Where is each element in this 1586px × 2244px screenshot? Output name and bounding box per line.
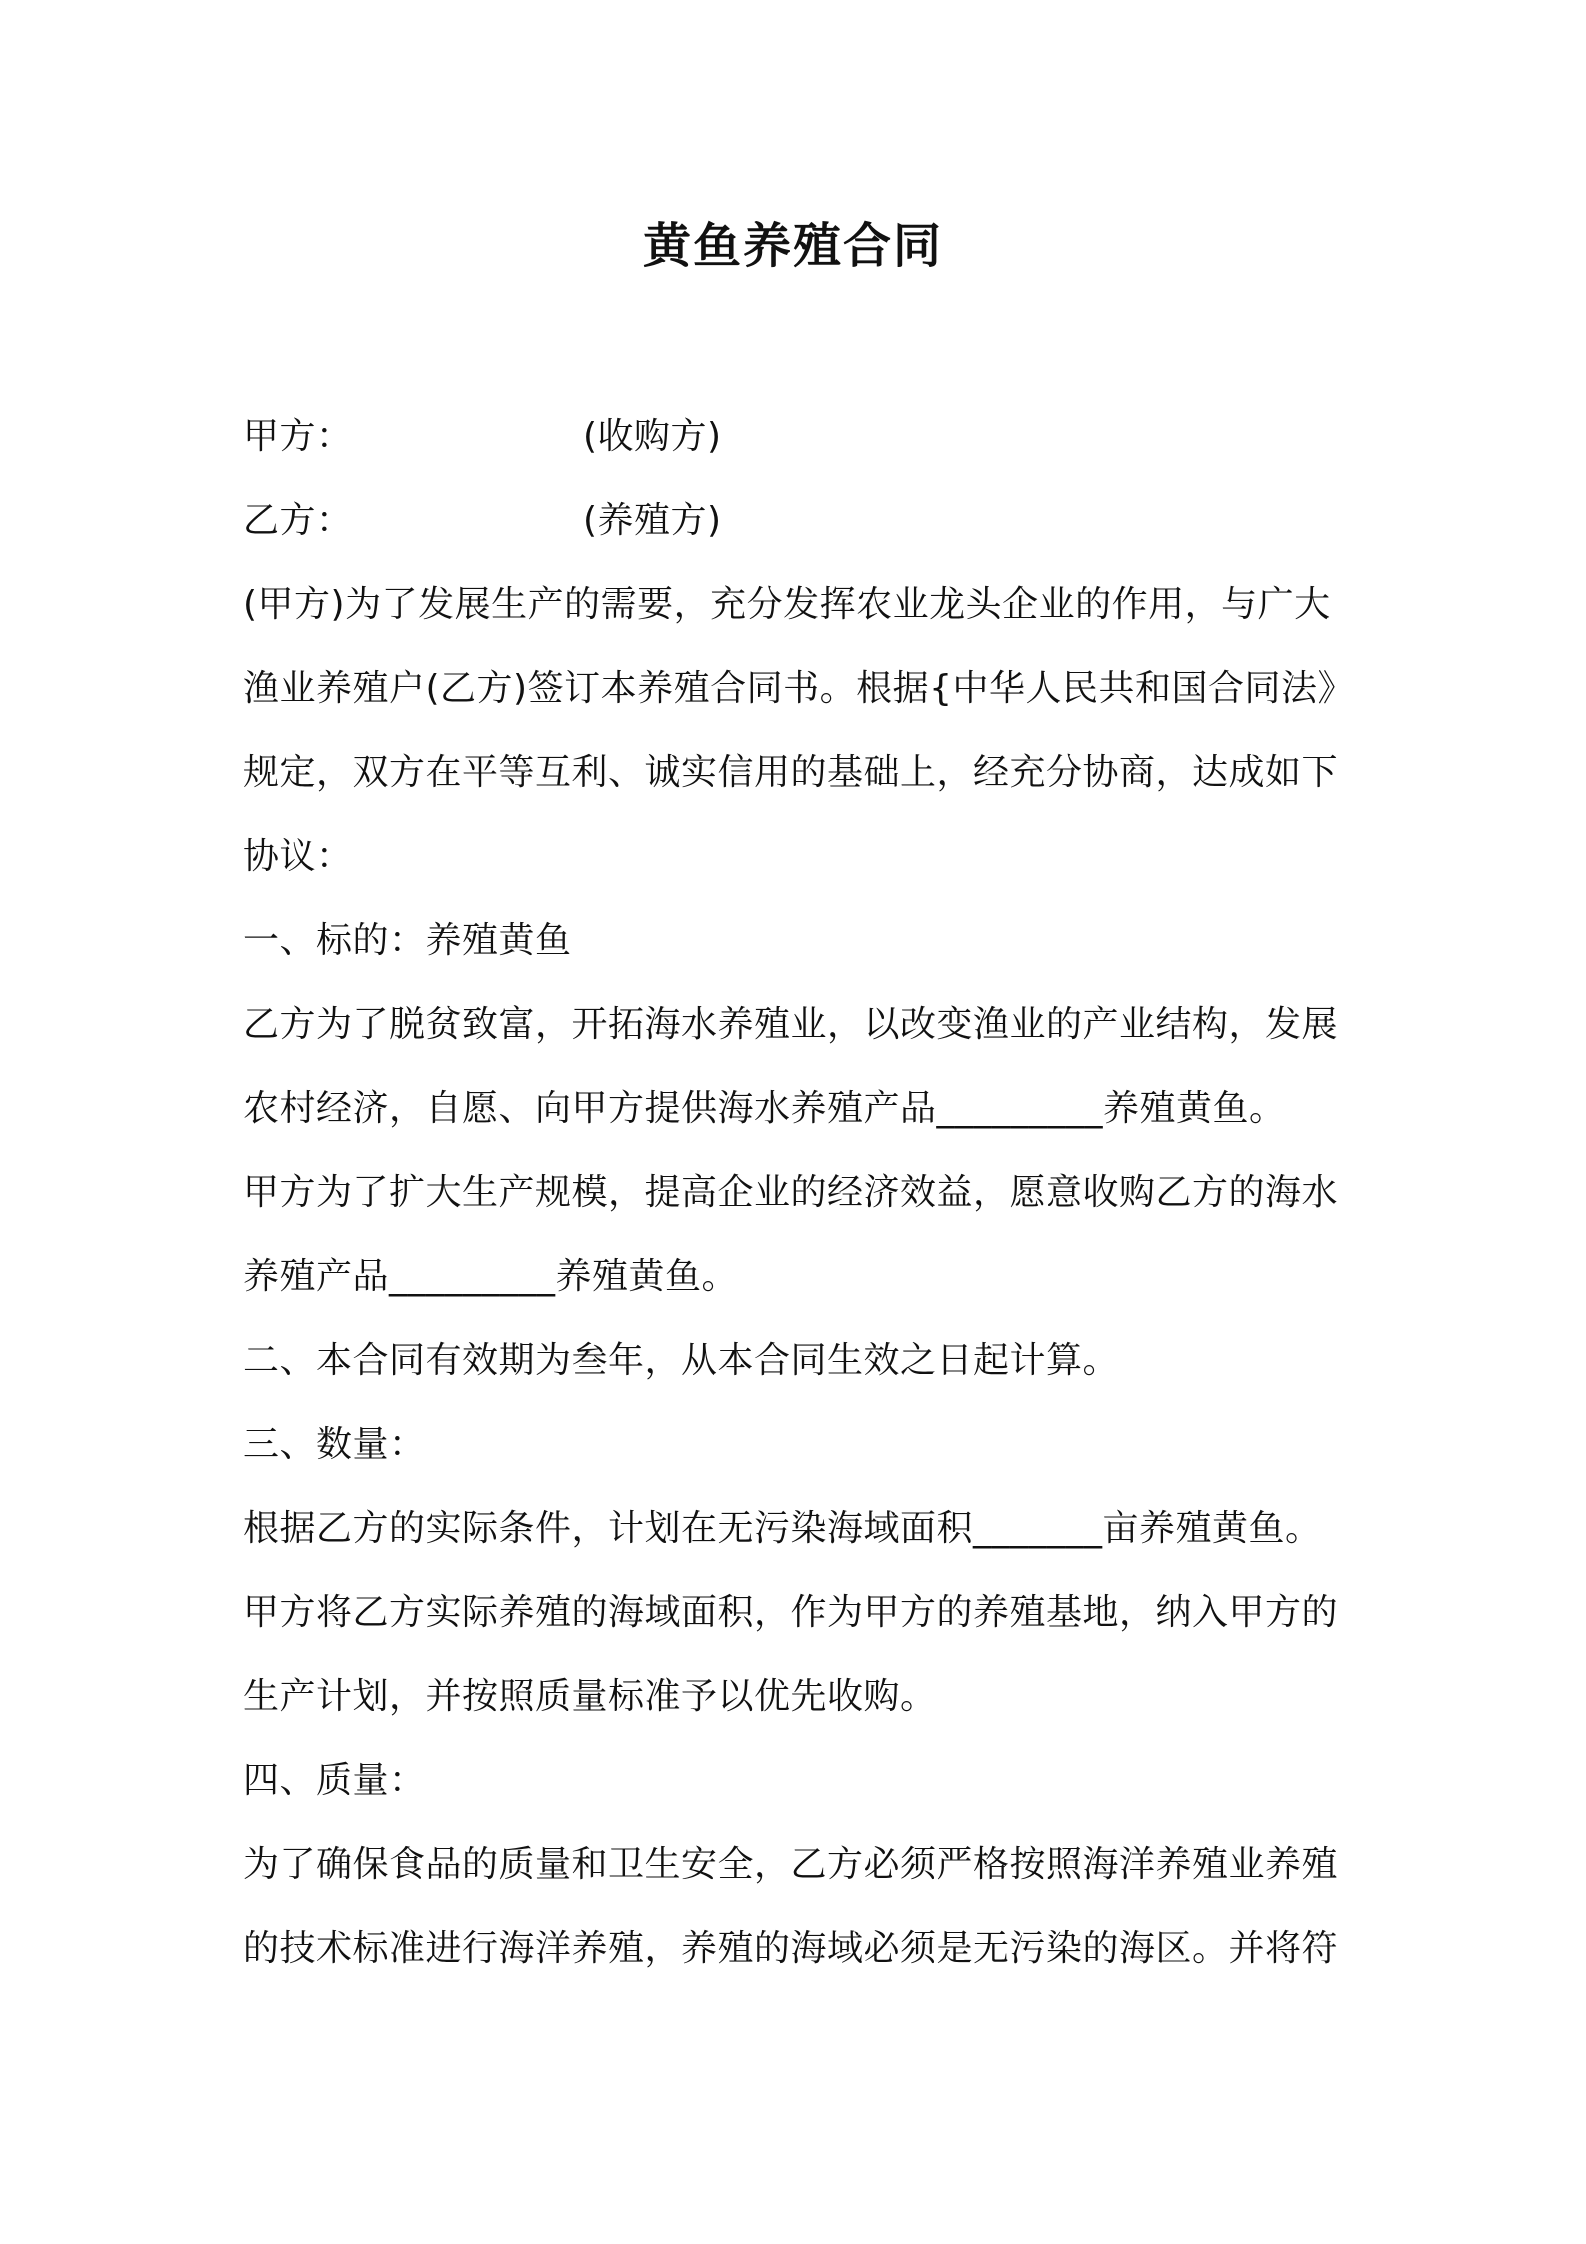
party-b-label: 乙方： bbox=[243, 500, 353, 541]
body-line: (甲方)为了发展生产的需要，充分发挥农业龙头企业的作用，与广大 bbox=[243, 584, 1331, 625]
party-a-role: (收购方) bbox=[583, 416, 722, 457]
section-heading: 四、质量： bbox=[243, 1760, 426, 1801]
party-a-line bbox=[243, 412, 1363, 462]
party-b-role: (养殖方) bbox=[583, 500, 722, 541]
section-heading: 三、数量： bbox=[243, 1424, 426, 1465]
body-line: 为了确保食品的质量和卫生安全，乙方必须严格按照海洋养殖业养殖 bbox=[243, 1844, 1339, 1885]
document-title: 黄鱼养殖合同 bbox=[642, 218, 943, 274]
party-a-label: 甲方： bbox=[243, 416, 353, 457]
body-line: 生产计划，并按照质量标准予以优先收购。 bbox=[243, 1676, 937, 1717]
party-b-line bbox=[243, 496, 1363, 546]
section-heading: 二、本合同有效期为叁年，从本合同生效之日起计算。 bbox=[243, 1340, 1120, 1381]
section-heading: 一、标的：养殖黄鱼 bbox=[243, 920, 572, 961]
body-line: 渔业养殖户(乙方)签订本养殖合同书。根据{中华人民共和国合同法》 bbox=[243, 668, 1354, 709]
body-line: 甲方将乙方实际养殖的海域面积，作为甲方的养殖基地，纳入甲方的 bbox=[243, 1592, 1339, 1633]
body-line: 甲方为了扩大生产规模，提高企业的经济效益，愿意收购乙方的海水 bbox=[243, 1172, 1339, 1213]
body-line: 乙方为了脱贫致富，开拓海水养殖业，以改变渔业的产业结构，发展 bbox=[243, 1004, 1339, 1045]
body-line: 规定，双方在平等互利、诚实信用的基础上，经充分协商，达成如下 bbox=[243, 752, 1339, 793]
body-line: 养殖产品_________养殖黄鱼。 bbox=[243, 1256, 739, 1297]
body-line: 根据乙方的实际条件，计划在无污染海域面积_______亩养殖黄鱼。 bbox=[243, 1508, 1322, 1549]
body-line: 协议： bbox=[243, 836, 353, 877]
body-line: 的技术标准进行海洋养殖，养殖的海域必须是无污染的海区。并将符 bbox=[243, 1928, 1339, 1969]
body-line: 农村经济，自愿、向甲方提供海水养殖产品_________养殖黄鱼。 bbox=[243, 1088, 1286, 1129]
